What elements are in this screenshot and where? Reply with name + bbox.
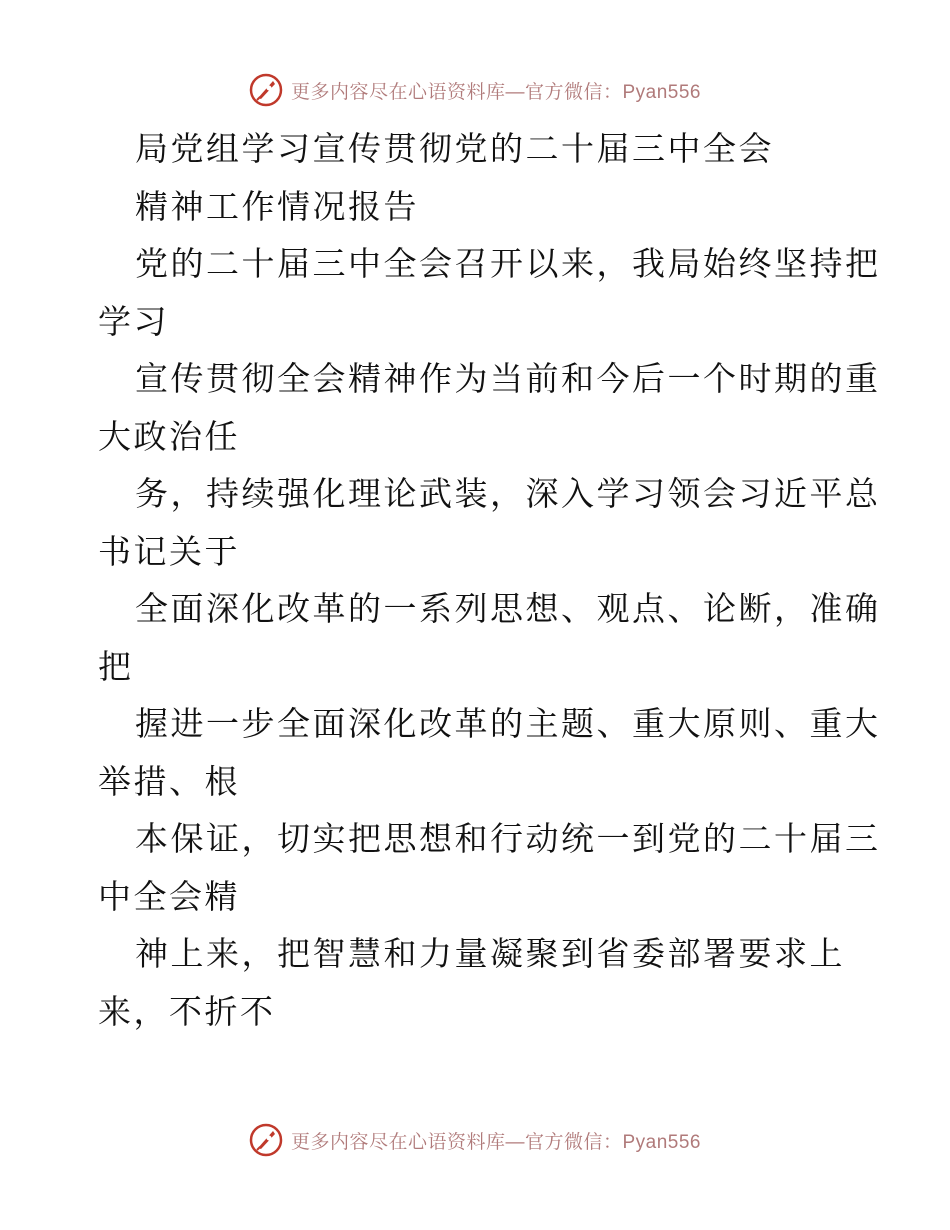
paragraph-line: 全面深化改革的一系列思想、观点、论断，准确: [135, 589, 881, 628]
paragraph-line: 宣传贯彻全会精神作为当前和今后一个时期的重: [135, 359, 881, 398]
footer-watermark: [0, 1120, 950, 1160]
title-line-1: 局党组学习宣传贯彻党的二十届三中全会: [135, 129, 774, 168]
paragraph-line: 学习: [98, 301, 169, 341]
paragraph-line: 举措、根: [98, 761, 240, 801]
paragraph-line: 神上来，把智慧和力量凝聚到省委部署要求上: [135, 934, 845, 973]
header-watermark: [0, 70, 950, 110]
quill-pen-logo-icon: [249, 73, 283, 107]
watermark-text: 更多内容尽在心语资料库—官方微信：Pyan556: [290, 1131, 701, 1153]
paragraph-line: 本保证，切实把思想和行动统一到党的二十届三: [135, 819, 881, 858]
quill-pen-logo-icon: [249, 1123, 283, 1157]
paragraph-line: 大政治任: [98, 416, 240, 456]
paragraph-line: 把: [98, 646, 134, 686]
paragraph-line: 务，持续强化理论武装，深入学习领会习近平总: [135, 474, 881, 513]
watermark-text: 更多内容尽在心语资料库—官方微信：Pyan556: [290, 81, 701, 103]
paragraph-line: 握进一步全面深化改革的主题、重大原则、重大: [135, 704, 881, 743]
paragraph-line: 书记关于: [98, 531, 240, 571]
paragraph-line: 来，不折不: [98, 991, 276, 1031]
paragraph-line: 中全会精: [98, 876, 240, 916]
title-line-2: 精神工作情况报告: [135, 186, 419, 226]
paragraph-line: 党的二十届三中全会召开以来，我局始终坚持把: [135, 244, 881, 283]
document-body: [98, 120, 881, 1040]
